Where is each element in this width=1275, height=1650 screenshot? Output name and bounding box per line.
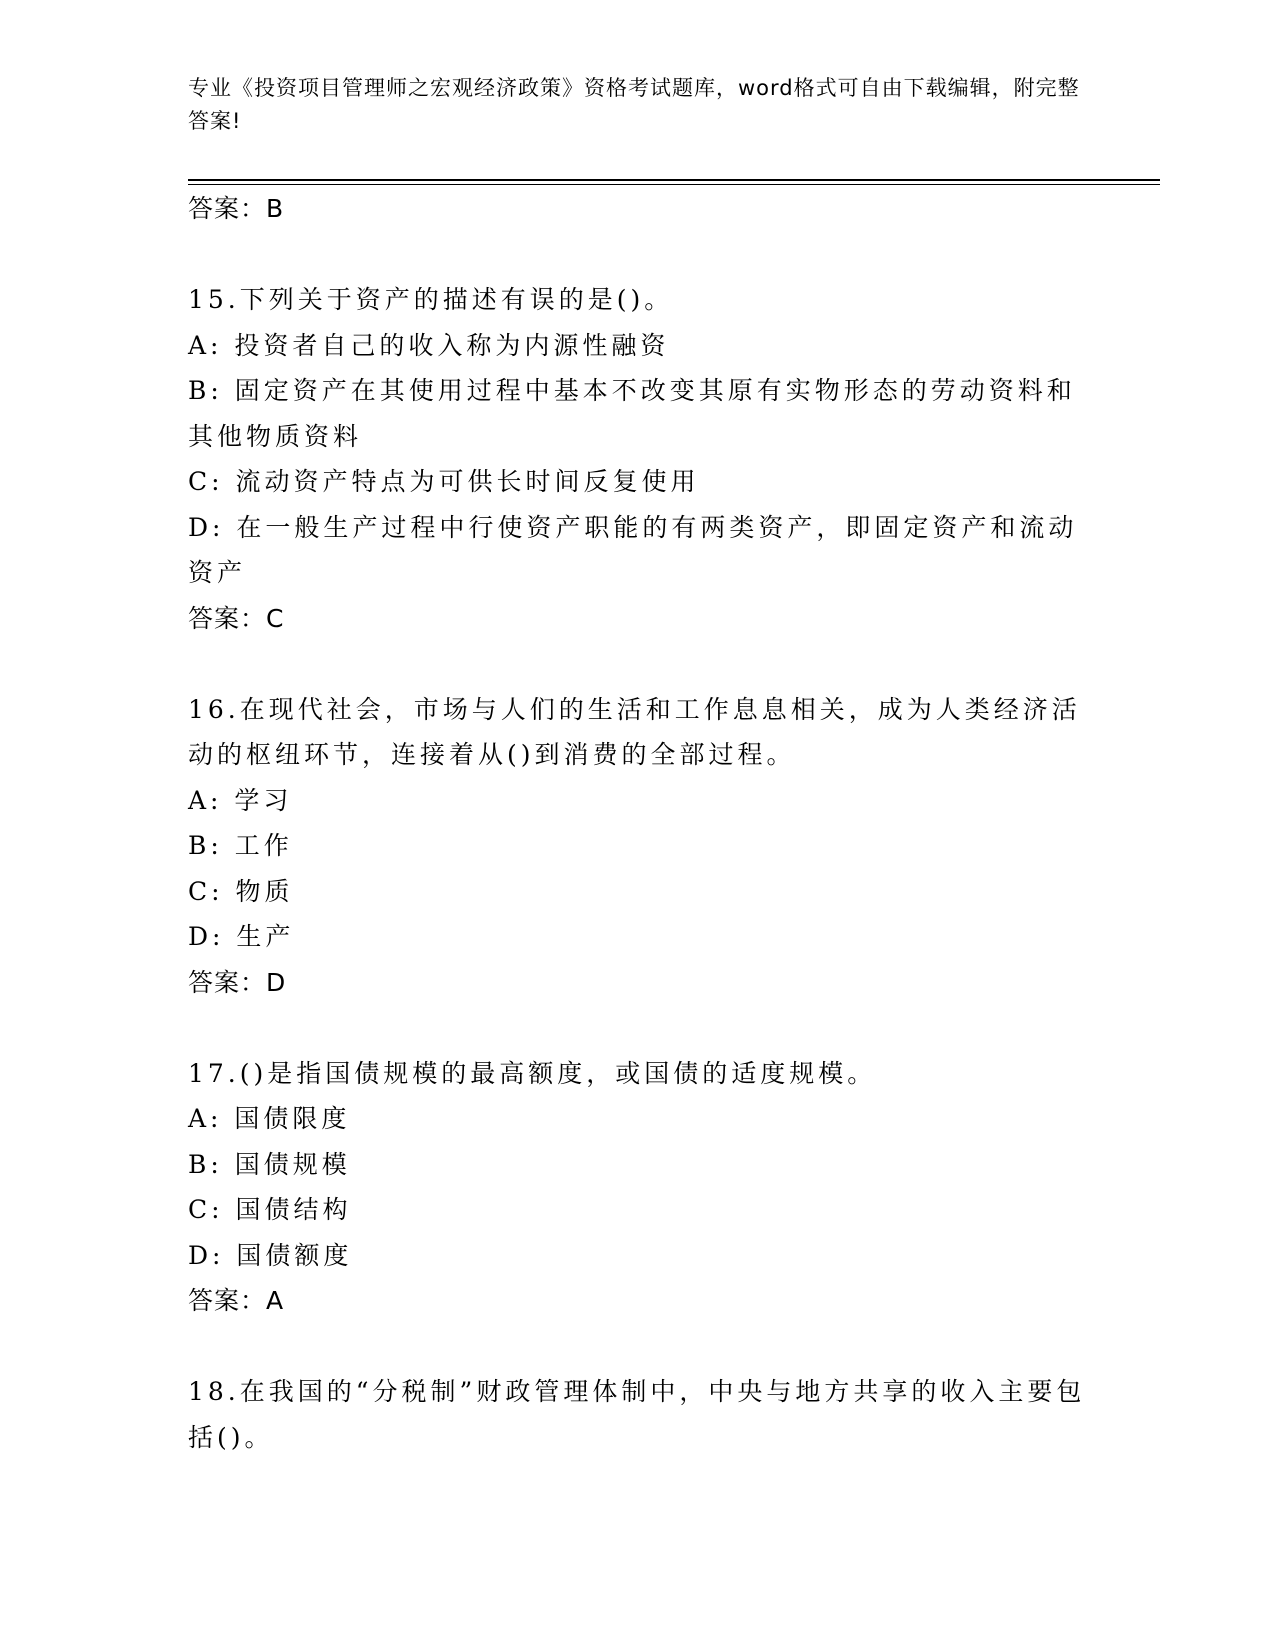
document-header: 专业《投资项目管理师之宏观经济政策》资格考试题库，word格式可自由下载编辑，附完整答案!: [188, 76, 1080, 133]
question-stem: 15.下列关于资产的描述有误的是()。: [188, 285, 674, 314]
option-a: A: 学习: [188, 785, 293, 815]
option-b: B: 固定资产在其使用过程中基本不改变其原有实物形态的劳动资料和其他物质资料: [188, 376, 1076, 451]
option-d: D: 生产: [188, 922, 295, 951]
option-a: A: 国债限度: [188, 1104, 351, 1133]
answer-line: 答案：B: [188, 194, 285, 223]
option-d: D: 在一般生产过程中行使资产职能的有两类资产，即固定资产和流动资产: [188, 512, 1078, 587]
question-list: [188, 186, 1088, 1460]
option-b: B: 工作: [188, 831, 293, 860]
option-c: C: 国债结构: [188, 1195, 352, 1224]
question-block: [188, 277, 1088, 641]
answer-line: 答案：C: [188, 603, 285, 633]
option-a: A: 投资者自己的收入称为内源性融资: [188, 330, 670, 360]
question-stem: 16.在现代社会，市场与人们的生活和工作息息相关，成为人类经济活动的枢纽环节，连接着从()到消费的全部过程。: [188, 694, 1081, 769]
option-b: B: 国债规模: [188, 1149, 351, 1179]
question-block: [188, 687, 1088, 1006]
header-divider-thin: [188, 184, 1160, 185]
question-stem: 17.()是指国债规模的最高额度，或国债的适度规模。: [188, 1058, 877, 1088]
spacer: [188, 1324, 1088, 1370]
spacer: [188, 232, 1088, 278]
option-c: C: 流动资产特点为可供长时间反复使用: [188, 467, 700, 496]
question-block: [188, 1051, 1088, 1324]
answer-line: 答案：A: [188, 1286, 285, 1315]
header-divider-thick: [188, 179, 1160, 181]
question-block: [188, 1369, 1088, 1460]
question-stem: 18.在我国的“分税制”财政管理体制中，中央与地方共享的收入主要包括()。: [188, 1377, 1086, 1452]
spacer: [188, 641, 1088, 687]
answer-line: 答案：D: [188, 967, 287, 997]
option-c: C: 物质: [188, 876, 294, 906]
option-d: D: 国债额度: [188, 1240, 353, 1270]
spacer: [188, 1005, 1088, 1051]
